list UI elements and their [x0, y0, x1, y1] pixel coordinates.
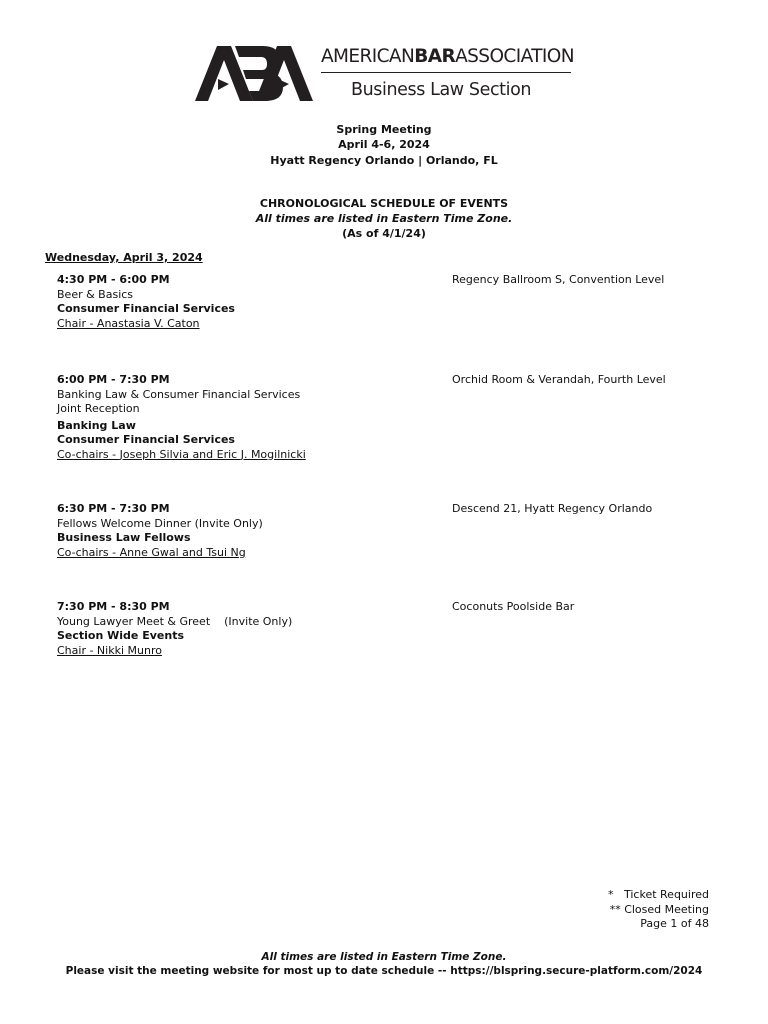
aba-logo-mark: [195, 46, 313, 102]
event-chair: Chair - Nikki Munro: [57, 643, 162, 657]
day-heading: Wednesday, April 3, 2024: [45, 251, 203, 264]
meeting-venue: Hyatt Regency Orlando | Orlando, FL: [270, 154, 498, 167]
event-title: Young Lawyer Meet & Greet (Invite Only): [57, 614, 293, 628]
event-organizer: Banking Law: [57, 418, 136, 432]
event-title: Banking Law & Consumer Financial Services: [57, 387, 301, 401]
event-time: 7:30 PM - 8:30 PM: [57, 600, 170, 613]
schedule-title: CHRONOLOGICAL SCHEDULE OF EVENTS: [259, 197, 509, 210]
legend-ticket-required: * Ticket Required: [608, 888, 709, 901]
event-2: [57, 373, 447, 462]
section-name: Business Law Section: [351, 80, 532, 100]
meeting-dates: April 4-6, 2024: [338, 138, 430, 151]
timezone-note: All times are listed in Eastern Time Zone.: [255, 212, 513, 225]
meeting-title: Spring Meeting: [336, 123, 432, 136]
event-1: [57, 273, 447, 331]
event-organizer: Consumer Financial Services: [57, 302, 235, 315]
logo-divider: [321, 72, 571, 73]
event-4: [57, 600, 447, 658]
event-time: 6:00 PM - 7:30 PM: [57, 373, 170, 386]
event-location: Orchid Room & Verandah, Fourth Level: [452, 373, 666, 386]
organization-name: AMERICANBARASSOCIATION: [321, 46, 574, 67]
footer-timezone: All times are listed in Eastern Time Zone.: [261, 951, 507, 963]
event-title: Joint Reception: [57, 402, 140, 415]
event-organizer: Consumer Financial Services: [57, 433, 235, 446]
page-number: Page 1 of 48: [640, 917, 709, 930]
event-3: [57, 502, 447, 560]
event-organizer: Business Law Fellows: [57, 531, 191, 544]
event-location: Regency Ballroom S, Convention Level: [452, 273, 665, 286]
event-time: 4:30 PM - 6:00 PM: [57, 273, 170, 286]
event-location: Coconuts Poolside Bar: [452, 600, 575, 613]
event-chair: Chair - Anastasia V. Caton: [57, 316, 200, 330]
as-of-date: (As of 4/1/24): [342, 227, 426, 240]
event-title: Fellows Welcome Dinner (Invite Only): [57, 516, 263, 530]
event-chair: Co-chairs - Joseph Silvia and Eric J. Mogilnicki: [57, 447, 306, 461]
event-location: Descend 21, Hyatt Regency Orlando: [452, 502, 653, 515]
footer-website: Please visit the meeting website for most up to date schedule -- https://blspring.secure-platform.com/2024: [65, 965, 703, 977]
event-time: 6:30 PM - 7:30 PM: [57, 502, 170, 515]
event-chair: Co-chairs - Anne Gwal and Tsui Ng: [57, 545, 246, 559]
aba-logo: [195, 46, 575, 106]
legend-closed-meeting: ** Closed Meeting: [609, 902, 709, 916]
event-organizer: Section Wide Events: [57, 629, 184, 642]
legend: [608, 888, 709, 932]
event-title: Beer & Basics: [57, 287, 134, 301]
